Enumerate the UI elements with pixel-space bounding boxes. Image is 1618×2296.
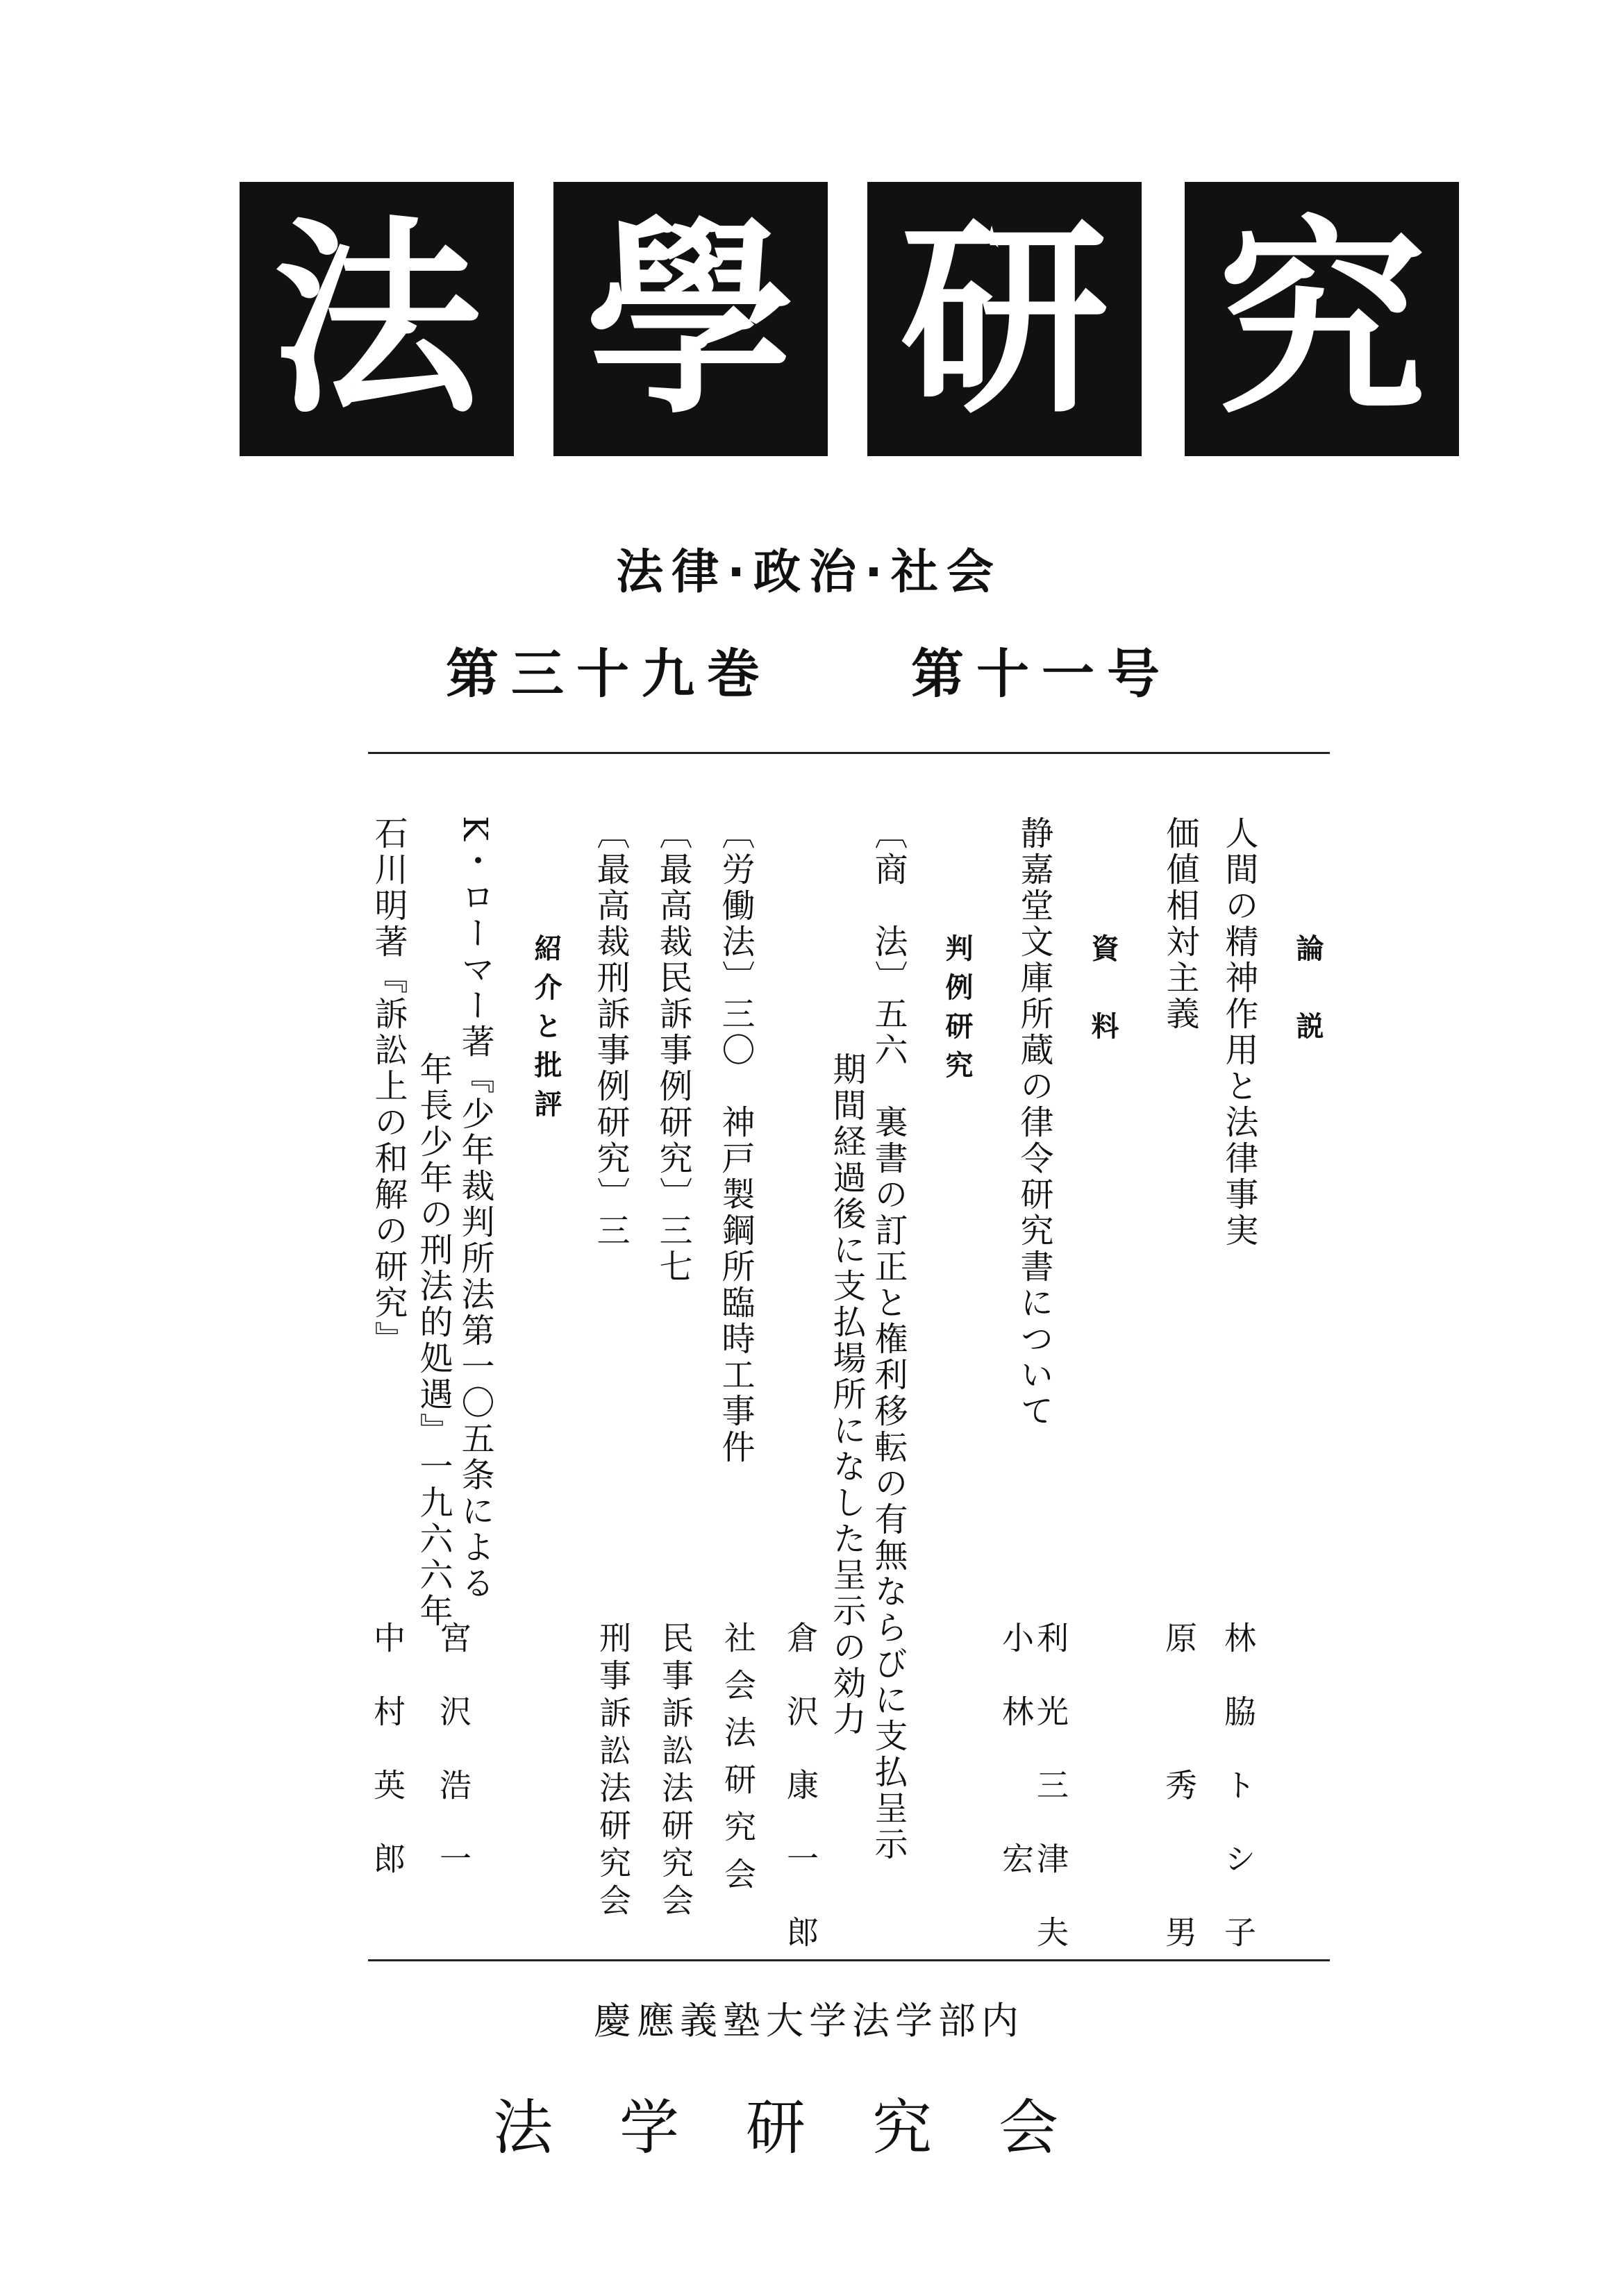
issue-label: 第十一号 bbox=[911, 643, 1172, 705]
masthead bbox=[240, 182, 1459, 456]
masthead-char-1: 法 bbox=[240, 182, 514, 456]
author-case-4: 刑事訴訟法研究会 bbox=[594, 1621, 632, 1921]
author-review-2: 中村英郎 bbox=[369, 1621, 406, 1916]
toc-article-1-title[interactable]: 人間の精神作用と法律事実 bbox=[1219, 816, 1258, 1249]
toc-article-2-title[interactable]: 価値相対主義 bbox=[1160, 816, 1199, 1032]
publisher-affiliation: 慶應義塾大学法学部内 bbox=[594, 1999, 1024, 2043]
toc-case-1-line-2: 期間経過後に支払場所になした呈示の効力 bbox=[827, 1052, 866, 1738]
toc-case-4-title[interactable]: 〔最高裁刑訴事例研究〕三 bbox=[591, 816, 630, 1249]
volume-label: 第三十九巻 bbox=[446, 643, 772, 705]
masthead-char-3: 研 bbox=[867, 182, 1142, 456]
toc-review-1-line-2: 年長少年の刑法的処遇』一九六六年 bbox=[414, 1052, 453, 1629]
author-article-2: 原 秀 男 bbox=[1160, 1621, 1198, 1989]
toc-review-1-line-1[interactable]: K・ローマー著『少年裁判所法第一〇五条による bbox=[456, 816, 494, 1602]
top-divider bbox=[368, 752, 1330, 754]
section-heading-shokai: 紹介と批評 bbox=[530, 934, 562, 1128]
author-case-1: 倉沢康一郎 bbox=[782, 1621, 819, 1989]
toc-material-title[interactable]: 静嘉堂文庫所蔵の律令研究書について bbox=[1015, 816, 1053, 1430]
author-material-1: 利光三津夫 bbox=[1032, 1621, 1069, 1989]
publisher-name: 法学研究会 bbox=[493, 2093, 1125, 2163]
volume-issue bbox=[0, 632, 1618, 707]
toc-case-2-title[interactable]: 〔労働法〕三〇 神戸製鋼所臨時工事件 bbox=[716, 816, 755, 1466]
author-case-2: 社会法研究会 bbox=[719, 1621, 757, 1904]
section-heading-ronsetsu: 論 説 bbox=[1292, 934, 1324, 1050]
section-heading-shiryo: 資 料 bbox=[1087, 934, 1119, 1050]
author-material-2: 小林 宏 bbox=[997, 1621, 1035, 1916]
author-article-1: 林脇トシ子 bbox=[1219, 1621, 1257, 1989]
journal-subtitle: 法律·政治·社会 bbox=[616, 545, 1002, 600]
bottom-divider bbox=[368, 1959, 1330, 1961]
author-review-1: 宮沢浩一 bbox=[435, 1621, 472, 1916]
author-case-3: 民事訴訟法研究会 bbox=[657, 1621, 694, 1921]
toc-case-3-title[interactable]: 〔最高裁民訴事例研究〕三七 bbox=[653, 816, 692, 1285]
toc-case-1-line-1[interactable]: 〔商 法〕五六 裏書の訂正と権利移転の有無ならびに支払呈示 bbox=[869, 816, 908, 1863]
masthead-char-2: 學 bbox=[553, 182, 828, 456]
masthead-char-4: 究 bbox=[1185, 182, 1459, 456]
toc-review-2-title[interactable]: 石川明著『訴訟上の和解の研究』 bbox=[369, 816, 408, 1357]
section-heading-hanrei: 判例研究 bbox=[941, 934, 973, 1089]
